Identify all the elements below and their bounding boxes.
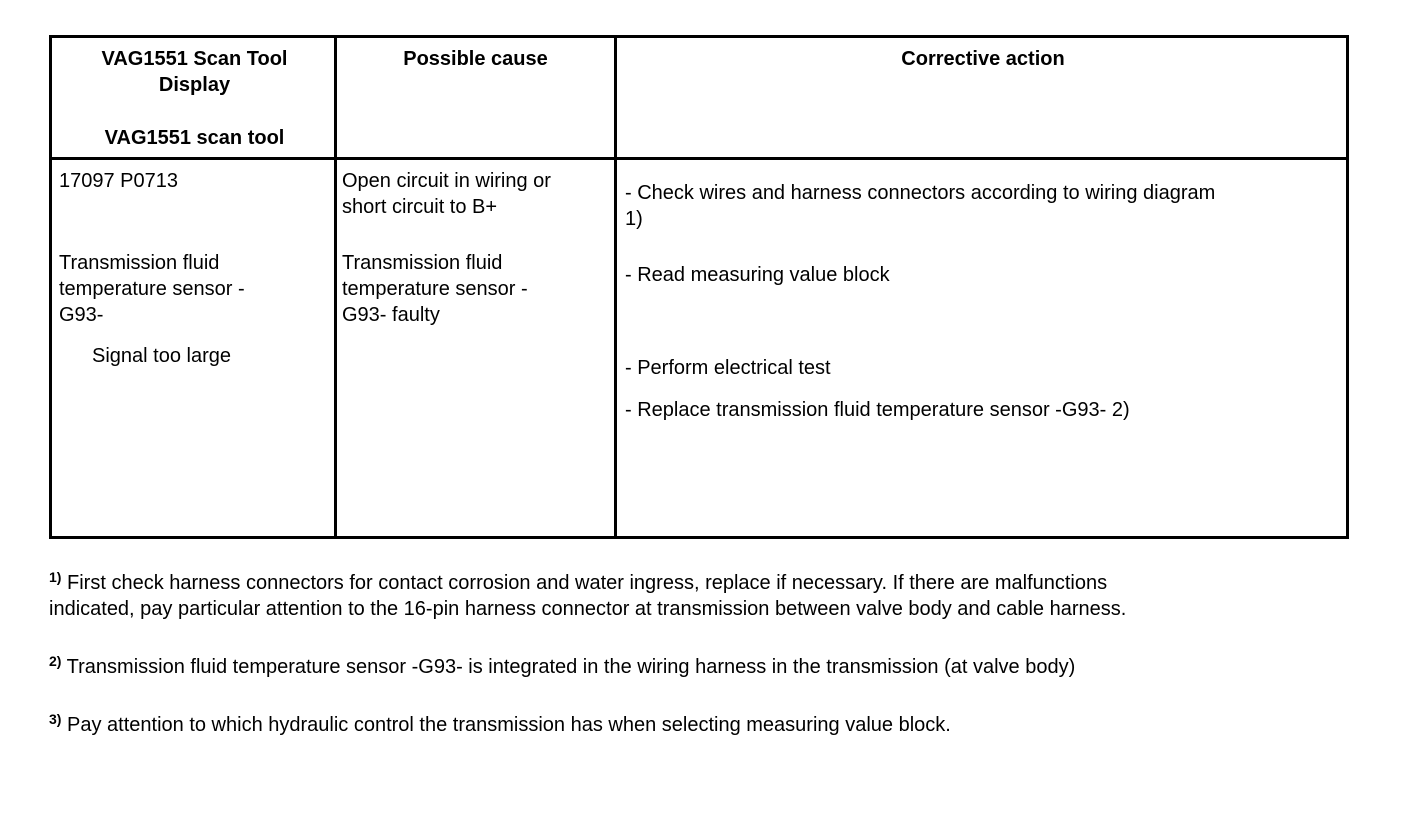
footnote-2: $^{2)}$ Transmission fluid temperature sensor -G93- is integrated in the wiring harness in the transmission (at valve body) [49,653,1076,678]
possible-cause-2: Transmission fluid temperature sensor - G93- faulty [342,252,528,326]
header-scan-tool-display: VAG1551 Scan Tool Display [101,48,288,96]
action-replace-sensor: - Replace transmission fluid temperature sensor -G93- 2) [625,399,1130,421]
footnote-marker: 3) [49,711,62,727]
action-check-wires: - Check wires and harness connectors according to wiring diagram 1) [625,182,1216,230]
column-divider [614,38,617,536]
header-divider [52,157,1346,160]
fault-signal: Signal too large [92,345,231,367]
column-divider [334,38,337,536]
diagnostic-table [49,35,1349,539]
fault-code: 17097 P0713 [59,170,179,192]
component-name: Transmission fluid temperature sensor - G93- [59,252,245,326]
footnote-1: $^{1)}$ First check harness connectors for contact corrosion and water ingress, replace if necessary. If there are malfunctions indicated, pay particular attention to the 16-pin harness connector at transmission between valve body and cable harness. [49,569,1127,620]
footnote-marker: 2) [49,653,62,669]
header-scan-tool: VAG1551 scan tool [104,127,285,149]
footnote-marker: 1) [49,569,62,585]
header-possible-cause: Possible cause [403,48,548,70]
header-corrective-action: Corrective action [901,48,1065,70]
possible-cause-1: Open circuit in wiring or short circuit to B+ [342,170,551,218]
action-electrical-test: - Perform electrical test [625,357,831,379]
action-read-value-block: - Read measuring value block [625,264,890,286]
footnote-3: $^{3)}$ Pay attention to which hydraulic control the transmission has when selecting measuring value block. [49,711,951,736]
